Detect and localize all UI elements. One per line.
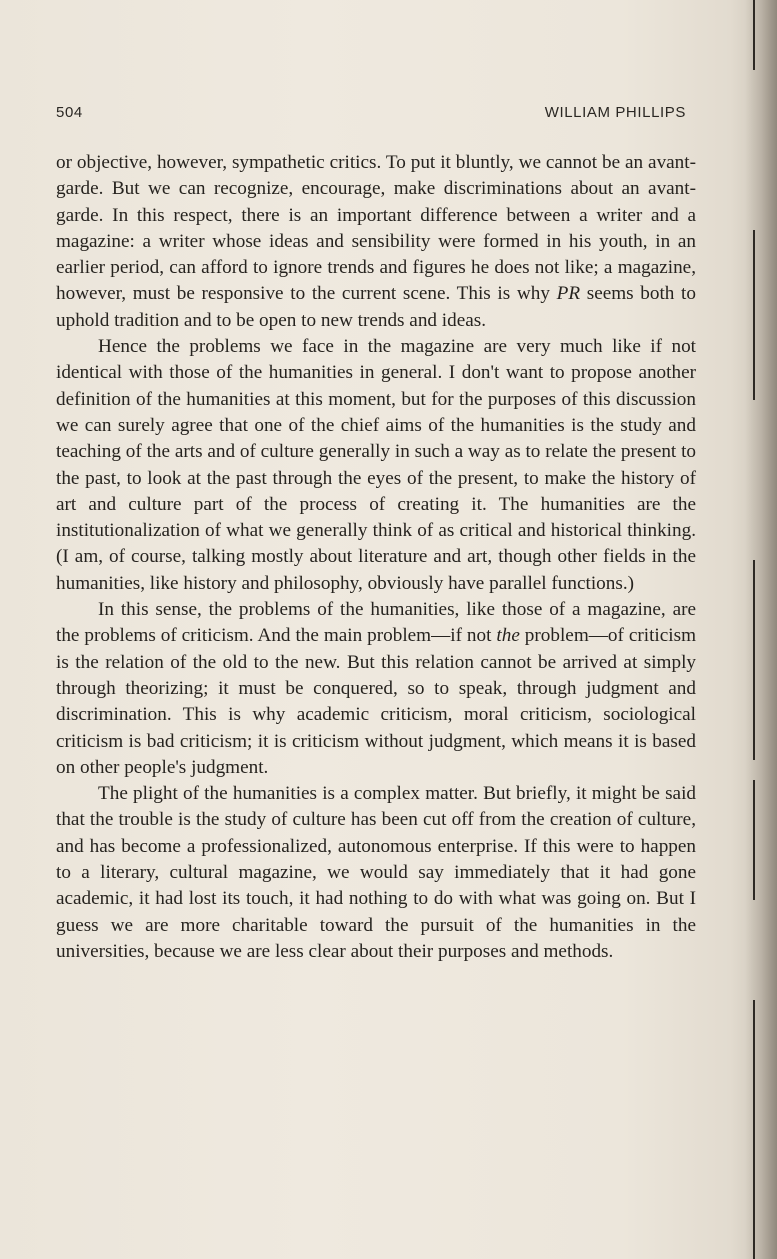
body-text	[56, 150, 696, 965]
paragraph: or objective, however, sympathetic critics. To put it bluntly, we cannot be an avant-garde. But we can recognize, encourage, make discriminations about an avant-garde. In this respect, there is an important difference between a writer and a magazine: a writer whose ideas and sensibility were formed in his youth, in an earlier period, can afford to ignore trends and figures he does not like; a magazine, however, must be responsive to the current scene. This is why PR seems both to uphold tradition and to be open to new trends and ideas.	[56, 152, 696, 331]
page-edge-line	[753, 1000, 755, 1259]
italic-text: PR	[556, 283, 581, 305]
italic-text: the	[496, 625, 520, 647]
page-edge-shadow	[745, 0, 777, 1259]
paragraph: The plight of the humanities is a complex matter. But briefly, it might be said that the trouble is the study of culture has been cut off from the creation of culture, and has become a professionalized, autonomous enterprise. If this were to happen to a literary, cultural magazine, we would say immediately that it had gone academic, it had lost its touch, it had nothing to do with what was going on. But I guess we are more charitable toward the pursuit of the humanities in the universities, because we are less clear about their purposes and methods.	[56, 783, 696, 962]
page-edge-line	[753, 560, 755, 760]
paragraph: In this sense, the problems of the humanities, like those of a magazine, are the problems of criticism. And the main problem—if not the problem—of criticism is the relation of the old to the new. But this relation cannot be arrived at simply through theorizing; it must be conquered, so to speak, through judgment and discrimination. This is why academic criticism, moral criticism, sociological criticism is bad criticism; it is criticism without judgment, which means it is based on other people's judgment.	[56, 599, 696, 778]
page-number: 504	[56, 104, 83, 121]
running-head: WILLIAM PHILLIPS	[544, 104, 686, 121]
page-edge-line	[753, 780, 755, 900]
page-edge-line	[753, 230, 755, 400]
page-header	[56, 104, 686, 126]
page-edge-line	[753, 0, 755, 70]
paragraph: Hence the problems we face in the magazine are very much like if not identical with those of the humanities in general. I don't want to propose another definition of the humanities at this moment, but for the purposes of this discussion we can surely agree that one of the chief aims of the humanities is the study and teaching of the arts and of culture generally in such a way as to relate the present to the past, to look at the past through the eyes of the present, to make the history of art and culture part of the process of creating it. The humanities are the institutionalization of what we generally think of as critical and historical thinking. (I am, of course, talking mostly about literature and art, though other fields in the humanities, like history and philosophy, obviously have parallel functions.)	[56, 336, 696, 594]
